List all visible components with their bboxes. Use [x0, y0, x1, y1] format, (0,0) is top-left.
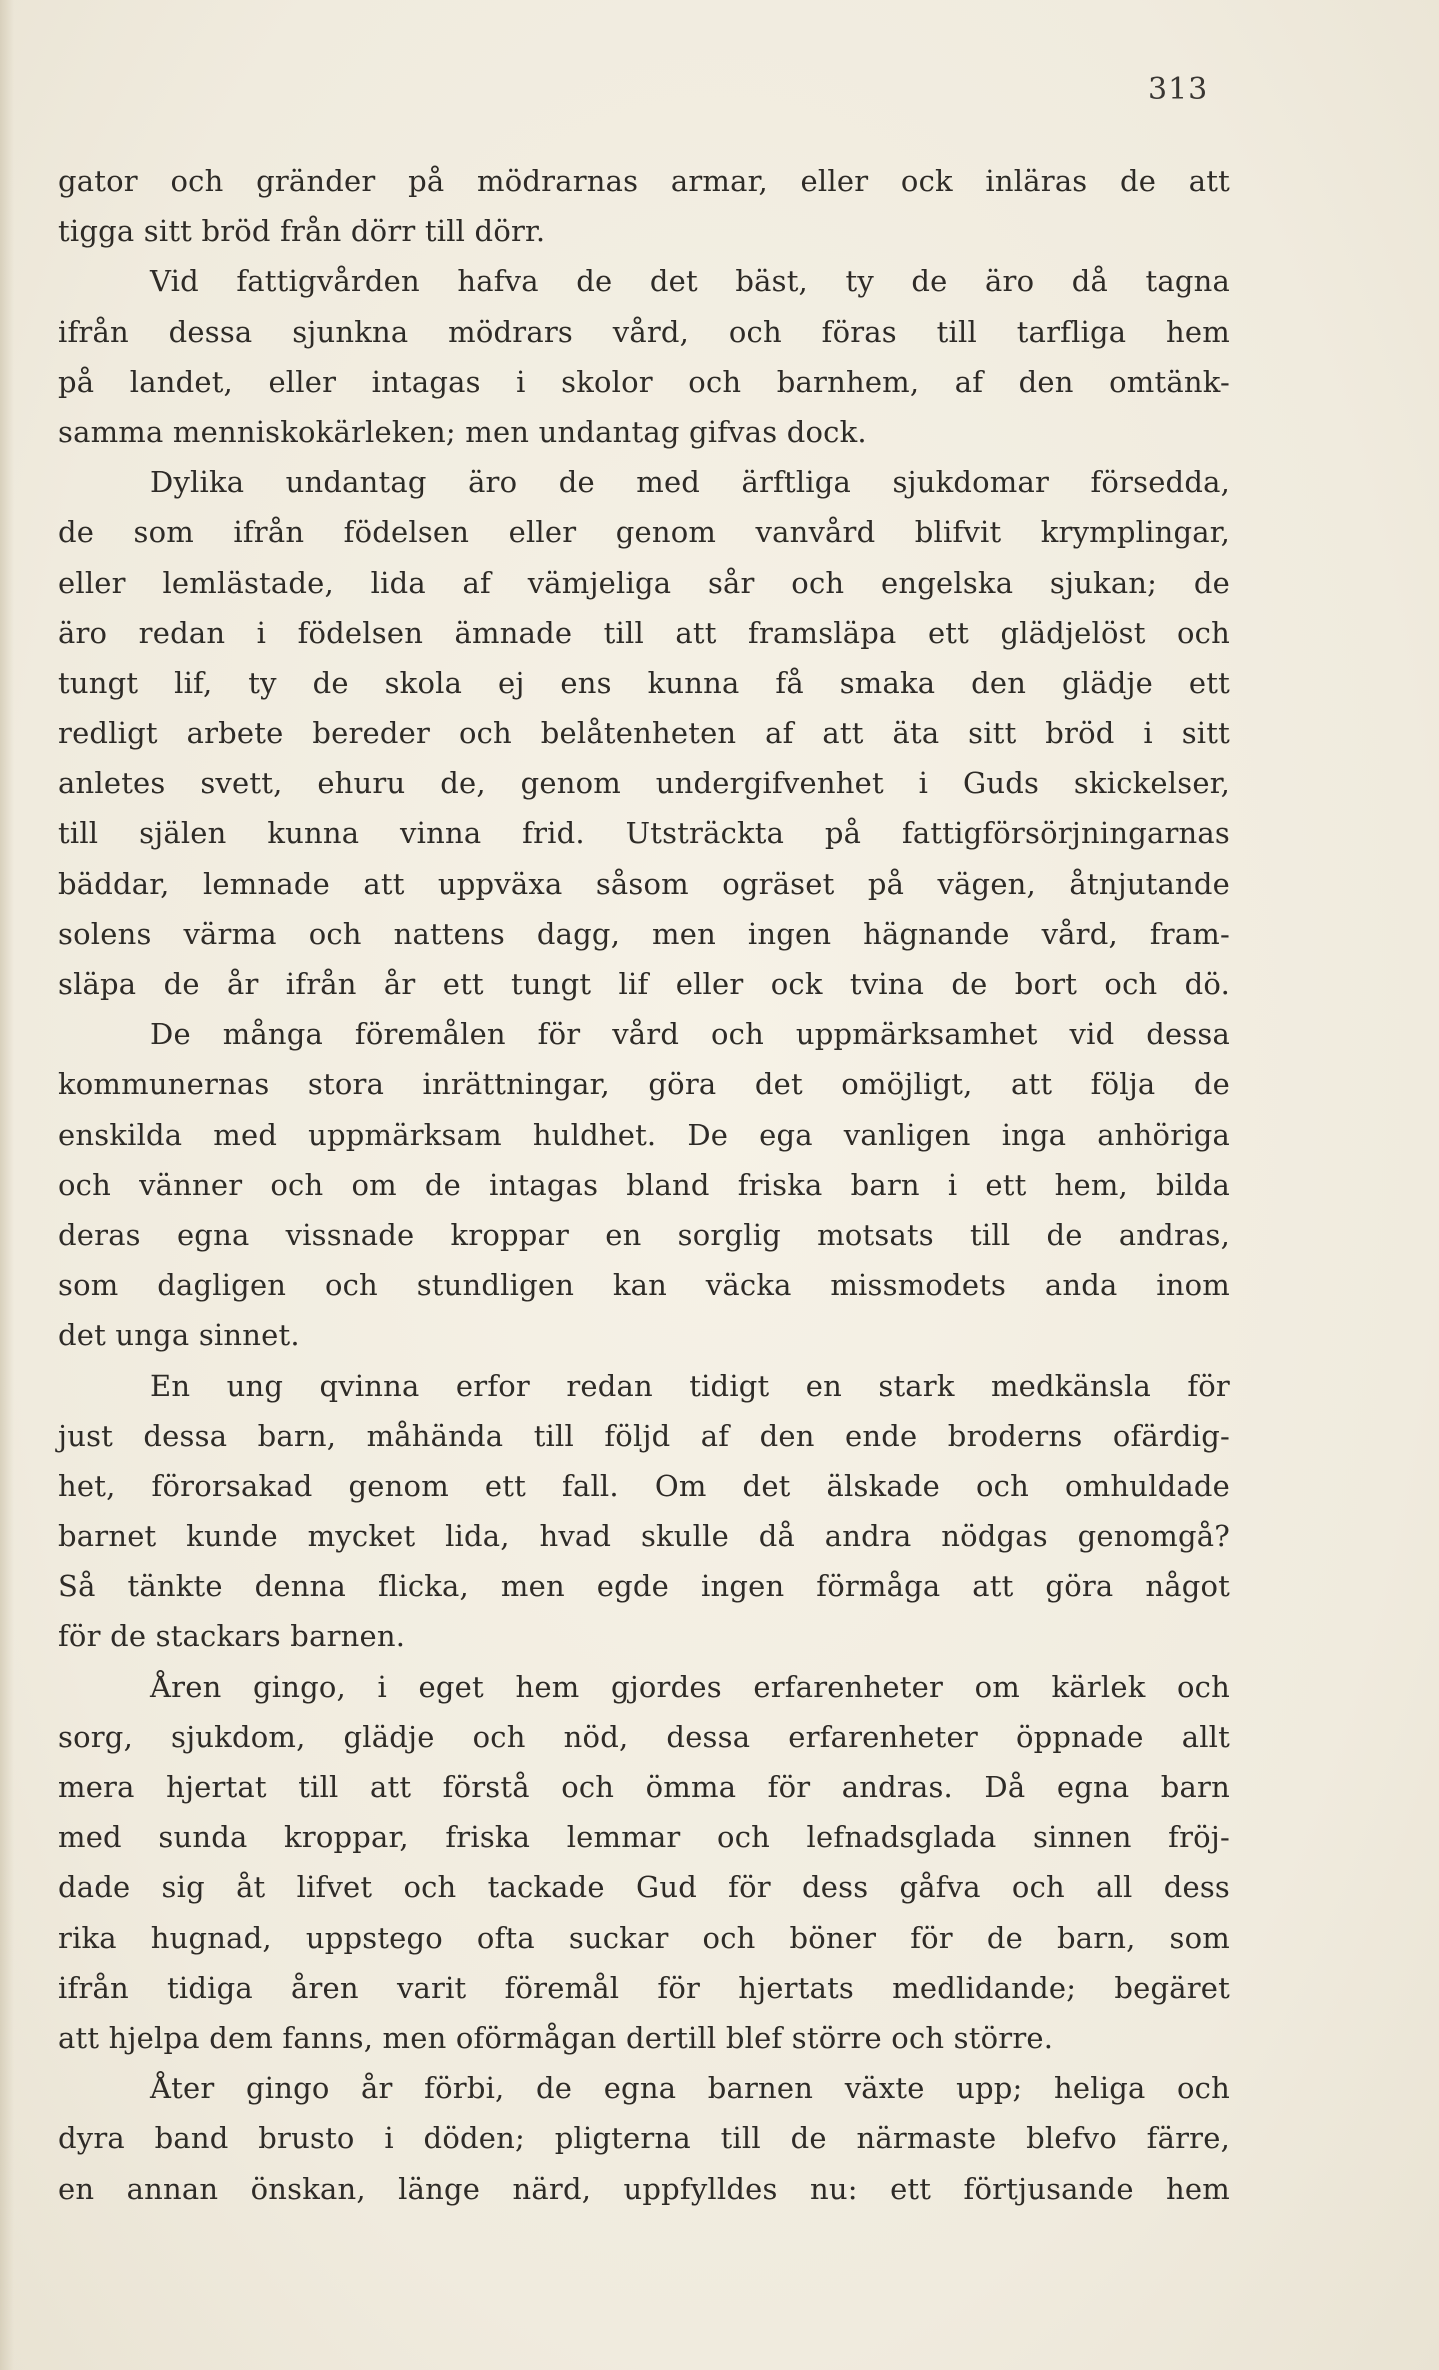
text-line: en annan önskan, länge närd, uppfylldes nu: ett förtjusande hem: [58, 2171, 1230, 2206]
text-line: solens värma och nattens dagg, men ingen hägnande vård, fram-: [58, 916, 1230, 951]
text-line: redligt arbete bereder och belåtenheten af att äta sitt bröd i sitt: [58, 716, 1230, 751]
text-line: med sunda kroppar, friska lemmar och lefnadsglada sinnen fröj-: [58, 1820, 1230, 1855]
text-line: släpa de år ifrån år ett tungt lif eller ock tvina de bort och dö.: [58, 967, 1230, 1001]
text-line: het, förorsakad genom ett fall. Om det älskade och omhuldade: [58, 1468, 1230, 1503]
text-line: deras egna vissnade kroppar en sorglig motsats till de andras,: [58, 1217, 1230, 1252]
text-line: dyra band brusto i döden; pligterna till de närmaste blefvo färre,: [58, 2121, 1230, 2156]
page-number: 313: [1148, 72, 1209, 107]
body-text: [58, 156, 1230, 2214]
text-line: det unga sinnet.: [58, 1318, 300, 1353]
text-line: barnet kunde mycket lida, hvad skulle då andra nödgas genomgå?: [58, 1519, 1230, 1554]
text-line: Åter gingo år förbi, de egna barnen växte upp; heliga och: [150, 2071, 1230, 2106]
text-line: Så tänkte denna flicka, men egde ingen förmåga att göra något: [58, 1569, 1230, 1604]
text-line: enskilda med uppmärksam huldhet. De ega vanligen inga anhöriga: [58, 1117, 1230, 1152]
text-line: just dessa barn, måhända till följd af den ende broderns ofärdig-: [58, 1418, 1230, 1453]
text-line: kommunernas stora inrättningar, göra det omöjligt, att följa de: [58, 1067, 1230, 1102]
text-line: tigga sitt bröd från dörr till dörr.: [58, 214, 546, 249]
text-line: på landet, eller intagas i skolor och barnhem, af den omtänk-: [58, 364, 1230, 399]
text-line: En ung qvinna erfor redan tidigt en stark medkänsla för: [150, 1368, 1230, 1403]
text-line: ifrån tidiga åren varit föremål för hjertats medlidande; begäret: [58, 1970, 1230, 2005]
text-line: Åren gingo, i eget hem gjordes erfarenheter om kärlek och: [150, 1669, 1230, 1704]
text-line: tungt lif, ty de skola ej ens kunna få smaka den glädje ett: [58, 665, 1230, 700]
text-line: för de stackars barnen.: [58, 1619, 406, 1654]
text-line: eller lemlästade, lida af vämjeliga sår och engelska sjukan; de: [58, 565, 1230, 600]
text-line: Vid fattigvården hafva de det bäst, ty de äro då tagna: [150, 264, 1230, 299]
text-line: bäddar, lemnade att uppväxa såsom ogräset på vägen, åtnjutande: [58, 866, 1230, 901]
text-line: Dylika undantag äro de med ärftliga sjukdomar försedda,: [150, 465, 1230, 500]
text-line: och vänner och om de intagas bland friska barn i ett hem, bilda: [58, 1167, 1230, 1202]
text-line: de som ifrån födelsen eller genom vanvård blifvit krymplingar,: [58, 515, 1230, 550]
text-line: ifrån dessa sjunkna mödrars vård, och föras till tarfliga hem: [58, 314, 1230, 349]
text-line: mera hjertat till att förstå och ömma för andras. Då egna barn: [58, 1770, 1230, 1804]
text-line: till själen kunna vinna frid. Utsträckta på fattigförsörjningarnas: [58, 816, 1230, 851]
text-line: gator och gränder på mödrarnas armar, eller ock inläras de att: [58, 164, 1230, 198]
text-line: sorg, sjukdom, glädje och nöd, dessa erfarenheter öppnade allt: [58, 1719, 1230, 1754]
page-binding-edge: [0, 0, 14, 2370]
text-line: rika hugnad, uppstego ofta suckar och böner för de barn, som: [58, 1920, 1230, 1955]
text-line: anletes svett, ehuru de, genom undergifvenhet i Guds skickelser,: [58, 766, 1230, 801]
text-line: som dagligen och stundligen kan väcka missmodets anda inom: [58, 1268, 1230, 1303]
text-line: äro redan i födelsen ämnade till att framsläpa ett glädjelöst och: [58, 615, 1230, 650]
text-line: att hjelpa dem fanns, men oförmågan dertill blef större och större.: [58, 2020, 1054, 2055]
text-line: samma menniskokärleken; men undantag gifvas dock.: [58, 414, 867, 449]
text-line: De många föremålen för vård och uppmärksamhet vid dessa: [150, 1017, 1230, 1052]
text-line: dade sig åt lifvet och tackade Gud för dess gåfva och all dess: [58, 1870, 1230, 1905]
